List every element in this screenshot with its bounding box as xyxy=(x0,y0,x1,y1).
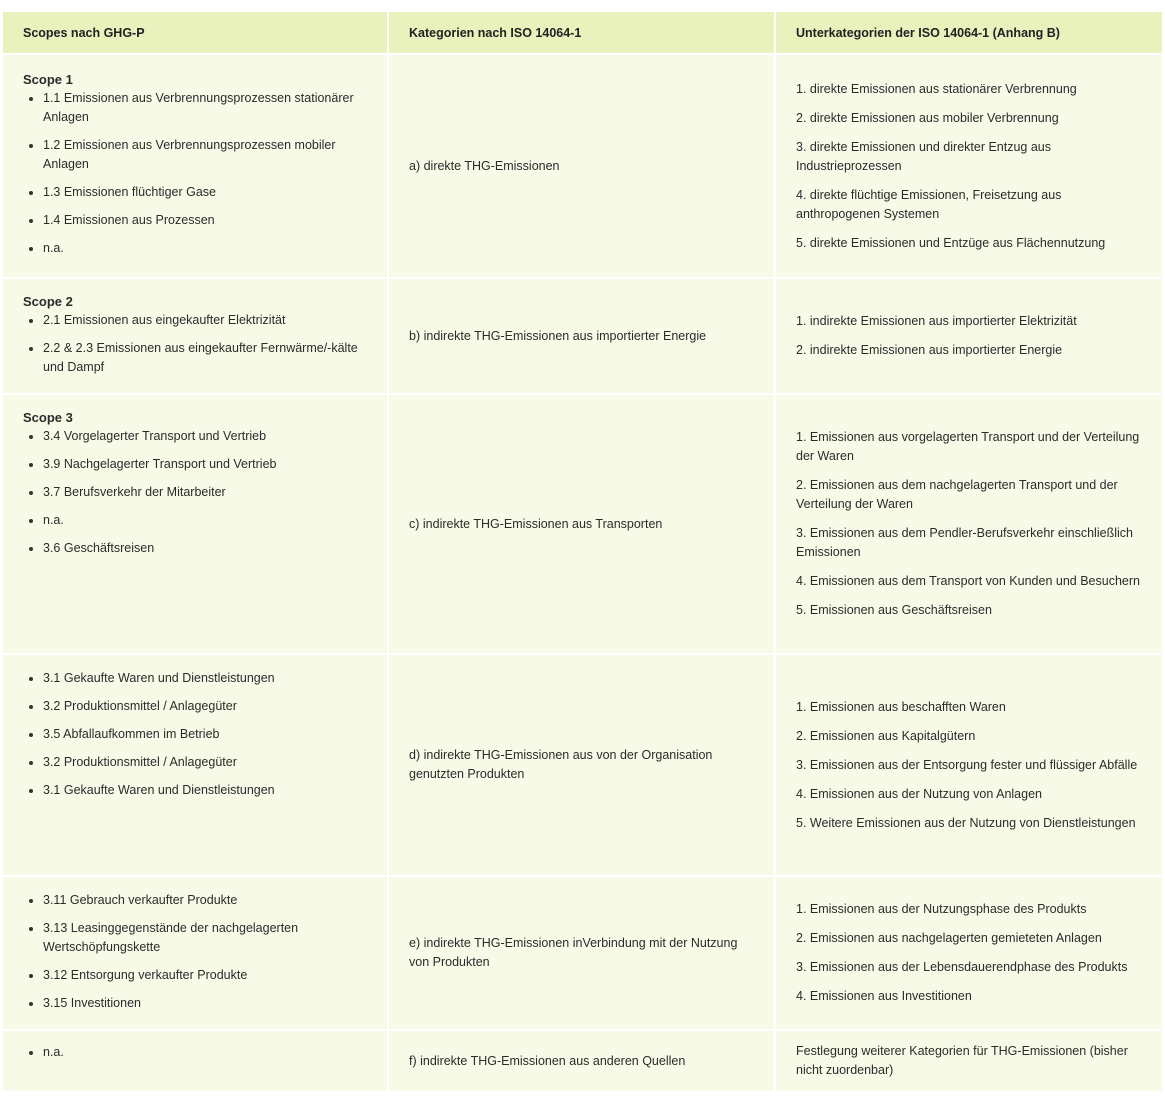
scope-title: Scope 3 xyxy=(23,410,73,425)
subcategory-item: 4. Emissionen aus dem Transport von Kunden und Besuchern xyxy=(796,574,1140,588)
scope-item: 3.11 Gebrauch verkaufter Produkte xyxy=(43,891,371,910)
scope-item: 3.9 Nachgelagerter Transport und Vertrieb xyxy=(43,455,371,474)
table-row xyxy=(3,655,1162,877)
scope-title: Scope 2 xyxy=(23,294,73,309)
category-cell: b) indirekte THG-Emissionen aus importierter Energie xyxy=(389,279,776,395)
scope-cell xyxy=(3,655,389,877)
scope-item: 3.4 Vorgelagerter Transport und Vertrieb xyxy=(43,427,371,446)
scope-item: 1.4 Emissionen aus Prozessen xyxy=(43,211,371,230)
subcategory-item: 2. direkte Emissionen aus mobiler Verbrennung xyxy=(796,110,1059,125)
scope-item: 3.1 Gekaufte Waren und Dienstleistungen xyxy=(43,781,371,800)
ghg-iso-comparison-table xyxy=(3,12,1162,1093)
scope-item: 3.7 Berufsverkehr der Mitarbeiter xyxy=(43,483,371,502)
subcategory-item: 5. Emissionen aus Geschäftsreisen xyxy=(796,603,992,617)
scope-item: 1.3 Emissionen flüchtiger Gase xyxy=(43,183,371,202)
scope-item-list xyxy=(23,427,371,558)
scope-item-list xyxy=(23,669,371,800)
scope-cell xyxy=(3,1031,389,1093)
scope-item: 3.15 Investitionen xyxy=(43,994,371,1013)
scope-item: 3.2 Produktionsmittel / Anlagegüter xyxy=(43,753,371,772)
subcategory-item: 1. indirekte Emissionen aus importierter Elektrizität xyxy=(796,314,1077,328)
scope-item: 2.1 Emissionen aus eingekaufter Elektrizität xyxy=(43,311,371,330)
subcategory-item: 5. direkte Emissionen und Entzüge aus Flächennutzung xyxy=(796,235,1106,250)
subcategory-item: 2. Emissionen aus dem nachgelagerten Transport und der Verteilung der Waren xyxy=(796,478,1118,511)
subcategory-item: 1. Emissionen aus der Nutzungsphase des Produkts xyxy=(796,902,1087,916)
subcategory-item: 2. Emissionen aus nachgelagerten gemieteten Anlagen xyxy=(796,931,1102,945)
subcategory-item: 1. Emissionen aus vorgelagerten Transport und der Verteilung der Waren xyxy=(796,430,1140,463)
subcategory-cell xyxy=(776,1031,1162,1093)
scope-title: Scope 1 xyxy=(23,72,73,87)
subcategory-item: 3. Emissionen aus der Lebensdauerendphase des Produkts xyxy=(796,960,1128,974)
column-header-scopes: Scopes nach GHG-P xyxy=(3,12,389,55)
scope-item-list xyxy=(23,89,371,258)
table-header-row xyxy=(3,12,1162,55)
table-row xyxy=(3,279,1162,395)
scope-cell xyxy=(3,877,389,1031)
category-cell: a) direkte THG-Emissionen xyxy=(389,55,776,279)
scope-item: n.a. xyxy=(43,511,371,530)
subcategory-item: 1. Emissionen aus beschafften Waren xyxy=(796,699,1006,714)
scope-item: 1.2 Emissionen aus Verbrennungsprozessen mobiler Anlagen xyxy=(43,136,371,174)
scope-item: 3.2 Produktionsmittel / Anlagegüter xyxy=(43,697,371,716)
scope-item: 2.2 & 2.3 Emissionen aus eingekaufter Fernwärme/-kälte und Dampf xyxy=(43,339,371,377)
column-header-subcategories: Unterkategorien der ISO 14064-1 (Anhang B) xyxy=(776,12,1162,55)
scope-cell xyxy=(3,55,389,279)
subcategory-item: 4. direkte flüchtige Emissionen, Freisetzung aus anthropogenen Systemen xyxy=(796,187,1062,221)
scope-item: 3.13 Leasinggegenstände der nachgelagerten Wertschöpfungskette xyxy=(43,919,371,957)
subcategory-item: 3. Emissionen aus dem Pendler-Berufsverkehr einschließlich Emissionen xyxy=(796,526,1133,559)
category-cell: c) indirekte THG-Emissionen aus Transporten xyxy=(389,395,776,655)
subcategory-item: 4. Emissionen aus Investitionen xyxy=(796,989,972,1003)
scope-item-list xyxy=(23,311,371,377)
scope-item-list xyxy=(23,1043,371,1062)
scope-item: 3.1 Gekaufte Waren und Dienstleistungen xyxy=(43,669,371,688)
scope-item: 3.5 Abfallaufkommen im Betrieb xyxy=(43,725,371,744)
subcategory-cell xyxy=(776,877,1162,1031)
scope-cell xyxy=(3,395,389,655)
scope-item: n.a. xyxy=(43,1043,371,1062)
table-body xyxy=(3,55,1162,1093)
table-row xyxy=(3,55,1162,279)
scope-item: n.a. xyxy=(43,239,371,258)
subcategory-item: 2. Emissionen aus Kapitalgütern xyxy=(796,728,976,743)
subcategory-cell xyxy=(776,655,1162,877)
category-cell: e) indirekte THG-Emissionen inVerbindung mit der Nutzung von Produkten xyxy=(389,877,776,1031)
scope-item: 3.12 Entsorgung verkaufter Produkte xyxy=(43,966,371,985)
subcategory-cell xyxy=(776,395,1162,655)
subcategory-item: 3. Emissionen aus der Entsorgung fester und flüssiger Abfälle xyxy=(796,757,1138,772)
category-cell: f) indirekte THG-Emissionen aus anderen Quellen xyxy=(389,1031,776,1093)
subcategory-cell xyxy=(776,279,1162,395)
column-header-categories: Kategorien nach ISO 14064-1 xyxy=(389,12,776,55)
subcategory-item: Festlegung weiterer Kategorien für THG-Emissionen (bisher nicht zuordenbar) xyxy=(796,1044,1128,1077)
table-row xyxy=(3,395,1162,655)
subcategory-cell xyxy=(776,55,1162,279)
subcategory-item: 4. Emissionen aus der Nutzung von Anlagen xyxy=(796,786,1042,801)
subcategory-item: 1. direkte Emissionen aus stationärer Verbrennung xyxy=(796,81,1077,96)
category-cell: d) indirekte THG-Emissionen aus von der Organisation genutzten Produkten xyxy=(389,655,776,877)
table-row xyxy=(3,877,1162,1031)
scope-item: 3.6 Geschäftsreisen xyxy=(43,539,371,558)
subcategory-item: 5. Weitere Emissionen aus der Nutzung von Dienstleistungen xyxy=(796,815,1136,830)
scope-cell xyxy=(3,279,389,395)
scope-item: 1.1 Emissionen aus Verbrennungsprozessen stationärer Anlagen xyxy=(43,89,371,127)
scope-item-list xyxy=(23,891,371,1013)
subcategory-item: 2. indirekte Emissionen aus importierter Energie xyxy=(796,343,1063,357)
subcategory-item: 3. direkte Emissionen und direkter Entzug aus Industrieprozessen xyxy=(796,139,1051,173)
table-row xyxy=(3,1031,1162,1093)
